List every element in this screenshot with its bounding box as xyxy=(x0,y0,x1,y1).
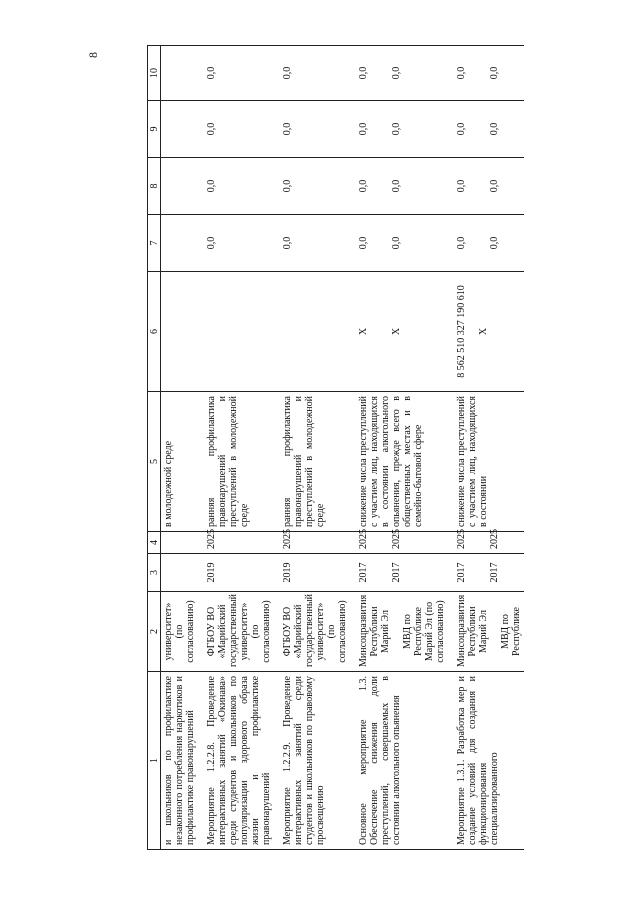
value-secondary: 0,0 xyxy=(391,66,402,80)
budget-code xyxy=(198,272,274,392)
col-header-5: 5 xyxy=(148,392,161,532)
program-table xyxy=(147,45,524,850)
executor-secondary: МВД по Республике xyxy=(500,607,522,657)
value-secondary: 0,0 xyxy=(489,122,500,136)
measure-name: Мероприятие 1.2.2.9. Проведение интерактивных занятий среди студентов и школьников по правовому просвещению xyxy=(274,672,350,850)
budget-code-secondary: Х xyxy=(391,327,402,336)
end-year: 2025 xyxy=(274,532,350,554)
budget-code-primary: Х xyxy=(358,327,369,336)
col-header-2: 2 xyxy=(148,592,161,672)
start-year-secondary: 2017 xyxy=(489,562,500,583)
table-row xyxy=(274,46,350,850)
value-col-10: 0,0 xyxy=(274,46,350,101)
value-secondary: 0,0 xyxy=(489,179,500,193)
value-col-9: 0,0 xyxy=(198,101,274,158)
start-year: 2019 xyxy=(274,554,350,592)
col-header-8: 8 xyxy=(148,158,161,215)
value-col-10: 0,0 xyxy=(198,46,274,101)
end-year-primary: 2025 xyxy=(456,529,467,549)
executor: ФГБОУ ВО «Марийский государственный университет» (по согласованию) xyxy=(274,592,350,672)
end-year xyxy=(161,532,199,554)
value-secondary: 0,0 xyxy=(489,236,500,250)
measure-name: и школьников по профилактике незаконного потребления наркотиков и профилактике правонарушений xyxy=(161,672,199,850)
executor: университет» (по согласованию) xyxy=(161,592,199,672)
col-header-7: 7 xyxy=(148,215,161,272)
table-row xyxy=(350,46,448,850)
measure-name: Мероприятие 1.2.2.8. Проведение интерактивных занятий «Окинава» среди студентов и школьников по популяризации здорового образа жизни и профилактике правонарушений xyxy=(198,672,274,850)
value-col-8 xyxy=(448,158,524,215)
end-year xyxy=(350,529,448,554)
value-primary: 0,0 xyxy=(456,122,467,136)
table-row xyxy=(161,46,199,850)
col-header-10: 10 xyxy=(148,46,161,101)
end-year-secondary: 2025 xyxy=(489,529,500,549)
value-col-9 xyxy=(448,101,524,158)
expected-result: снижение числа преступлений с участием лиц, находящихся в состоянии xyxy=(448,392,524,532)
col-header-3: 3 xyxy=(148,554,161,592)
budget-code xyxy=(448,272,524,392)
value-primary: 0,0 xyxy=(456,179,467,193)
value-primary: 0,0 xyxy=(358,66,369,80)
column-number-row xyxy=(148,46,161,850)
rotated-page xyxy=(0,50,640,850)
value-col-7: 0,0 xyxy=(198,215,274,272)
budget-code xyxy=(274,272,350,392)
value-col-8 xyxy=(161,158,199,215)
col-header-6: 6 xyxy=(148,272,161,392)
value-col-7 xyxy=(448,215,524,272)
value-primary: 0,0 xyxy=(456,236,467,250)
measure-name: Мероприятие 1.3.1. Разработка мер и создание условий для создания и функционирования специализированного xyxy=(448,672,524,850)
value-primary: 0,0 xyxy=(358,122,369,136)
measure-name: Основное мероприятие 1.3. Обеспечение снижения доли преступлений, совершаемых в состоянии алкогольного опьянения xyxy=(350,672,448,850)
value-col-8 xyxy=(350,158,448,215)
value-col-8: 0,0 xyxy=(198,158,274,215)
value-col-10 xyxy=(161,46,199,101)
end-year: 2025 xyxy=(198,532,274,554)
value-col-10 xyxy=(448,46,524,101)
budget-code xyxy=(161,272,199,392)
start-year xyxy=(448,554,524,592)
start-year: 2019 xyxy=(198,554,274,592)
page-number: 8 xyxy=(86,52,100,58)
table-row xyxy=(198,46,274,850)
col-header-1: 1 xyxy=(148,672,161,850)
start-year xyxy=(350,554,448,592)
value-primary: 0,0 xyxy=(358,236,369,250)
value-col-7 xyxy=(161,215,199,272)
expected-result: снижение числа преступлений с участием лиц, находящихся в состоянии алкогольного опьянения, прежде всего в общественных местах и в семейно-бытовой сфере xyxy=(350,392,448,532)
value-col-7 xyxy=(350,215,448,272)
executor xyxy=(350,592,448,672)
value-col-9: 0,0 xyxy=(274,101,350,158)
end-year-primary: 2025 xyxy=(358,529,369,549)
expected-result: в молодежной среде xyxy=(161,392,199,532)
value-secondary: 0,0 xyxy=(391,179,402,193)
value-col-9 xyxy=(350,101,448,158)
value-secondary: 0,0 xyxy=(489,66,500,80)
budget-code xyxy=(350,272,448,392)
value-col-9 xyxy=(161,101,199,158)
table-row xyxy=(448,46,524,850)
executor: ФГБОУ ВО «Марийский государственный университет» (по согласованию) xyxy=(198,592,274,672)
value-primary: 0,0 xyxy=(456,66,467,80)
executor-primary: Минсоцразвития Республики Марий Эл xyxy=(456,594,489,667)
value-primary: 0,0 xyxy=(358,179,369,193)
expected-result: ранняя профилактика правонарушений и преступлений в молодежной среде xyxy=(274,392,350,532)
end-year xyxy=(448,529,524,554)
col-header-9: 9 xyxy=(148,101,161,158)
value-col-10 xyxy=(350,46,448,101)
budget-code-primary: 8 562 510 327 190 610 xyxy=(456,285,467,378)
start-year xyxy=(161,554,199,592)
start-year-primary: 2017 xyxy=(358,562,369,583)
expected-result: ранняя профилактика правонарушений и преступлений в молодежной среде xyxy=(198,392,274,532)
value-col-7: 0,0 xyxy=(274,215,350,272)
executor xyxy=(448,592,524,672)
col-header-4: 4 xyxy=(148,532,161,554)
budget-code-secondary: Х xyxy=(478,327,489,336)
value-col-8: 0,0 xyxy=(274,158,350,215)
executor-primary: Минсоцразвития Республики Марий Эл xyxy=(358,594,391,667)
start-year-primary: 2017 xyxy=(456,562,467,583)
end-year-secondary: 2025 xyxy=(391,529,402,549)
value-secondary: 0,0 xyxy=(391,122,402,136)
start-year-secondary: 2017 xyxy=(391,562,402,583)
executor-secondary: МВД по Республике Марий Эл (по согласованию) xyxy=(402,600,446,663)
value-secondary: 0,0 xyxy=(391,236,402,250)
